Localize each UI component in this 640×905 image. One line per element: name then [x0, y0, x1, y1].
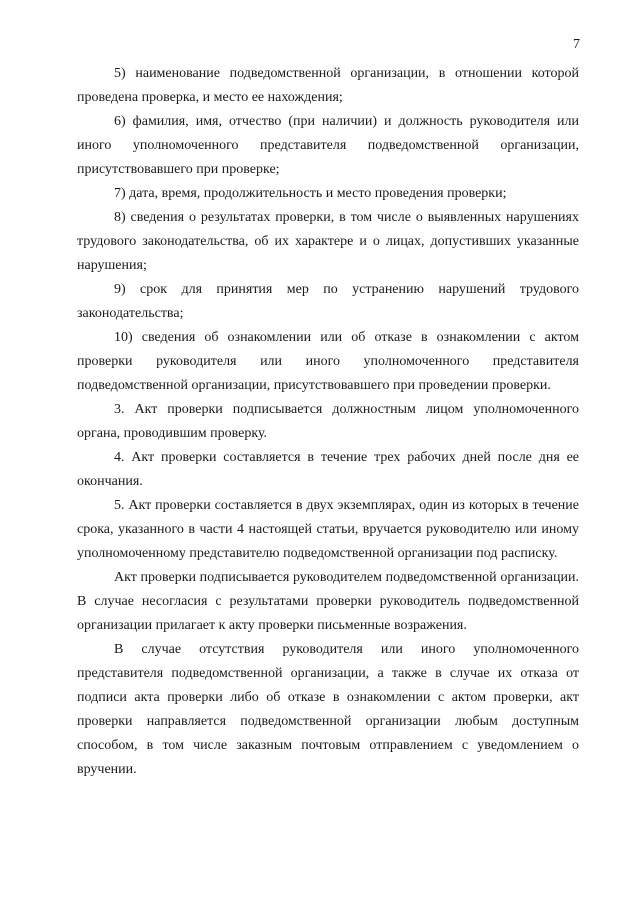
paragraph-item-8: 8) сведения о результатах проверки, в том числе о выявленных нарушениях трудового законодательства, об их характере и о лицах, допустивших указанные нарушения;: [77, 210, 579, 273]
document-body: [77, 62, 579, 782]
paragraph-part-5: 5. Акт проверки составляется в двух экземплярах, один из которых в течение срока, указанного в части 4 настоящей статьи, вручается руководителю или иному уполномоченному представителю подведомственной организации под расписку.: [77, 498, 579, 561]
paragraph-item-10: 10) сведения об ознакомлении или об отказе в ознакомлении с актом проверки руководителя или иного уполномоченного представителя подведомственной организации, присутствовавшего при проведении проверки.: [77, 330, 579, 393]
paragraph-item-9: 9) срок для принятия мер по устранению нарушений трудового законодательства;: [77, 282, 579, 321]
page-number: 7: [573, 37, 580, 52]
paragraph-act-delivery: В случае отсутствия руководителя или иного уполномоченного представителя подведомственной организации, а также в случае их отказа от подписи акта проверки либо об отказе в ознакомлении с актом проверки, акт проверки направляется подведомственной организации любым доступным способом, в том числе заказным почтовым отправлением с уведомлением о вручении.: [77, 642, 579, 777]
paragraph-item-5: 5) наименование подведомственной организации, в отношении которой проведена проверка, и место ее нахождения;: [77, 66, 579, 105]
paragraph-act-signing: Акт проверки подписывается руководителем подведомственной организации. В случае несогласия с результатами проверки руководитель подведомственной организации прилагает к акту проверки письменные возражения.: [77, 570, 579, 633]
paragraph-part-4: 4. Акт проверки составляется в течение трех рабочих дней после дня ее окончания.: [77, 450, 579, 489]
paragraph-item-7: 7) дата, время, продолжительность и место проведения проверки;: [114, 186, 507, 201]
paragraph-part-3: 3. Акт проверки подписывается должностным лицом уполномоченного органа, проводившим проверку.: [77, 402, 579, 441]
paragraph-item-6: 6) фамилия, имя, отчество (при наличии) и должность руководителя или иного уполномоченного представителя подведомственной организации, присутствовавшего при проверке;: [77, 114, 579, 177]
